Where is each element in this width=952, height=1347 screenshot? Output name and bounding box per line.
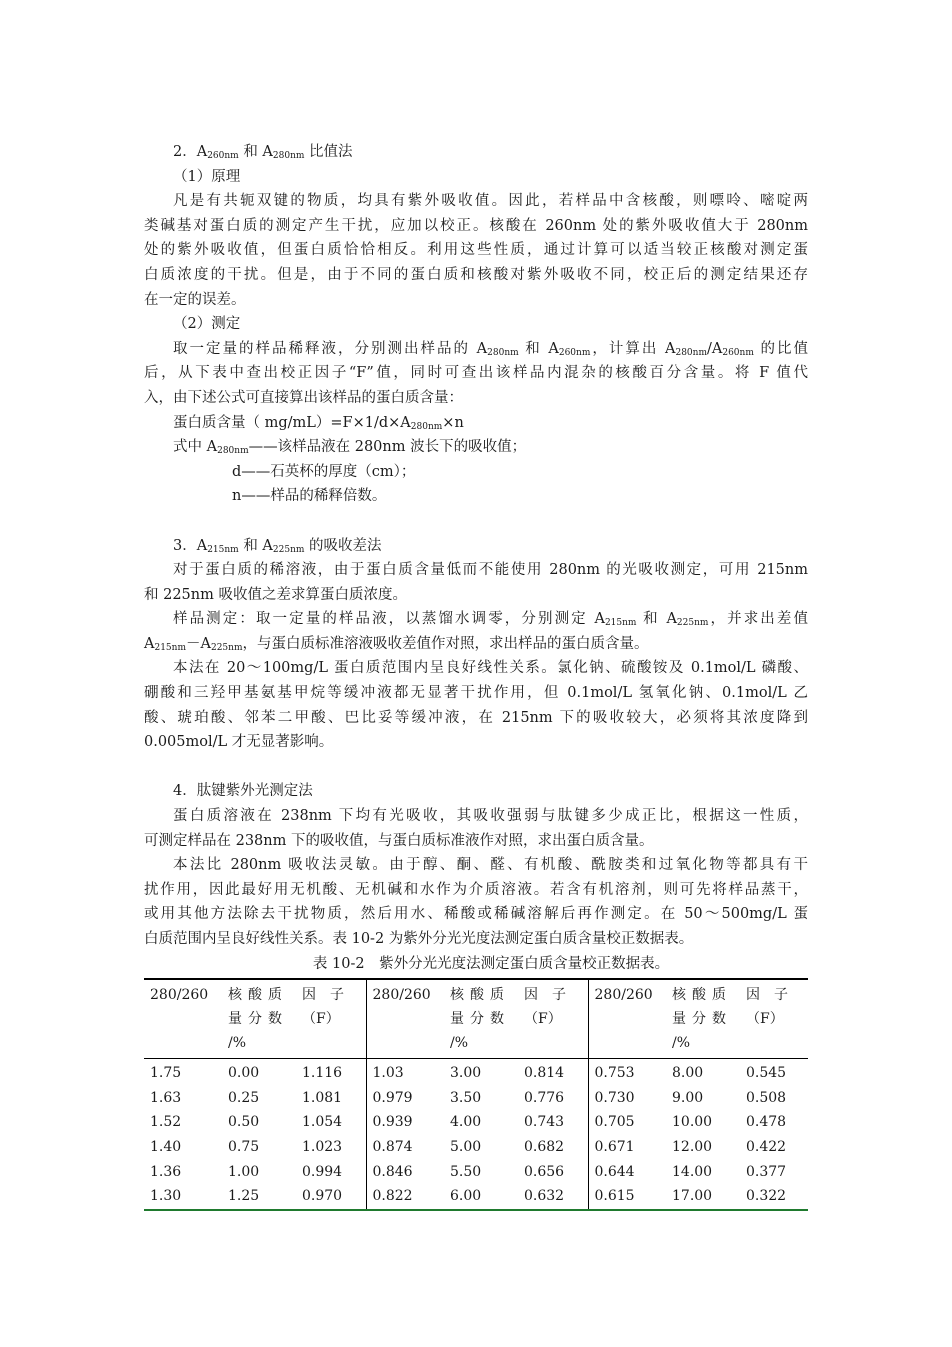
table-cell: 1.00: [228, 1163, 260, 1180]
table-cell: 1.081: [302, 1089, 343, 1106]
table-cell: 1.054: [302, 1114, 343, 1131]
table-cell: 0.422: [746, 1138, 787, 1155]
sec3-line-1: 对于蛋白质的稀溶液，由于蛋白质含量低而不能使用 280nm 的光吸收测定，可用 215nm: [173, 562, 808, 579]
sec4-line-4: 扰作用，因此最好用无机酸、无机碱和水作为介质溶液。若含有机溶剂，则可先将样品蒸干，: [144, 881, 808, 898]
table-cell: 0.814: [524, 1065, 565, 1082]
document-page: [144, 140, 808, 1211]
table-caption: 表 10-2 紫外分光光度法测定蛋白质含量校正数据表。: [312, 955, 670, 972]
table-cell: 0.979: [366, 1086, 444, 1111]
table-cell: 1.40: [150, 1138, 182, 1155]
table-cell: 14.00: [672, 1163, 713, 1180]
measurement-line-1: 取一定量的样品稀释液，分别测出样品的 $A_{280nm}$ 和 $A_{260nm}$，计算出 $A_{280nm}/A_{260nm}$ 的比值: [173, 340, 808, 358]
table-cell: 0.545: [746, 1065, 787, 1082]
table-cell: 17.00: [672, 1188, 713, 1205]
table-cell: 1.30: [150, 1188, 182, 1205]
formula-d-definition: d——石英杯的厚度（cm）；: [232, 463, 416, 480]
table-cell: 0.478: [746, 1114, 787, 1131]
sec4-line-5: 或用其他方法除去干扰物质，然后用水、稀酸或稀碱溶解后再作测定。在 50～500mg/L 蛋: [144, 906, 808, 923]
sec4-line-6: 白质范围内呈良好线性关系。表 10-2 为紫外分光光度法测定蛋白质含量校正数据表。: [144, 931, 694, 947]
header-ratio: 280/260: [366, 979, 444, 1059]
table-cell: 8.00: [672, 1065, 704, 1082]
table-cell: 0.50: [228, 1114, 260, 1131]
table-cell: 0.644: [588, 1160, 666, 1185]
header-nucleic-pct: 核酸质 量分数 /%: [666, 979, 740, 1059]
table-cell: 0.970: [302, 1188, 343, 1205]
table-cell: 0.753: [588, 1059, 666, 1086]
table-row: [144, 1184, 808, 1210]
table-cell: 0.75: [228, 1138, 260, 1155]
formula: 蛋白质含量（ $mg/mL)=F\times 1/d\times A_{280nm}\times n$: [173, 414, 464, 432]
header-factor: 因 子 （F）: [296, 979, 366, 1059]
measurement-line-3: 入，由下述公式可直接算出该样品的蛋白质含量：: [144, 389, 463, 406]
principle-label: （1）原理: [173, 168, 241, 185]
header-factor: 因 子 （F）: [740, 979, 808, 1059]
table-cell: 0.00: [228, 1065, 260, 1082]
sec4-line-3: 本法比 280nm 吸收法灵敏。由于醇、酮、醛、有机酸、酰胺类和过氧化物等都具有干: [173, 857, 808, 874]
table-row: [144, 1086, 808, 1111]
principle-line-5: 在一定的误差。: [144, 291, 246, 308]
measurement-label: （2）测定: [173, 316, 241, 333]
header-factor: 因 子 （F）: [518, 979, 588, 1059]
sec3-line-8: 0.005mol/L 才无显著影响。: [144, 734, 334, 751]
table-cell: 3.50: [450, 1089, 482, 1106]
header-nucleic-pct: 核酸质 量分数 /%: [222, 979, 296, 1059]
table-header-row: [144, 979, 808, 1059]
table-cell: 0.377: [746, 1163, 787, 1180]
measurement-line-2: 后，从下表中查出校正因子“F”值，同时可查出该样品内混杂的核酸百分含量。将 F 值代: [144, 365, 808, 382]
principle-line-4: 白质浓度的干扰。但是，由于不同的蛋白质和核酸对紫外吸收不同，校正后的测定结果还存: [144, 266, 808, 283]
table-cell: 0.656: [524, 1163, 565, 1180]
principle-line-3: 处的紫外吸收值，但蛋白质恰恰相反。利用这些性质，通过计算可以适当较正核酸对测定蛋: [144, 242, 808, 259]
table-cell: 12.00: [672, 1138, 713, 1155]
table-cell: 0.743: [524, 1114, 565, 1131]
correction-table: [144, 978, 808, 1211]
formula-where: 式中 $A_{280nm}——$该样品液在 280nm 波长下的吸收值；: [173, 439, 527, 457]
table-cell: 0.508: [746, 1089, 787, 1106]
table-cell: 0.994: [302, 1163, 343, 1180]
table-row: [144, 1135, 808, 1160]
table-cell: 0.846: [366, 1160, 444, 1185]
sec3-line-7: 酸、琥珀酸、邻苯二甲酸、巴比妥等缓冲液，在 215nm 下的吸收较大，必须将其浓度降到: [144, 709, 808, 726]
sec4-line-1: 蛋白质溶液在 238nm 下均有光吸收，其吸收强弱与肽键多少成正比，根据这一性质，: [173, 808, 808, 825]
table-cell: 9.00: [672, 1089, 704, 1106]
table-cell: 0.671: [588, 1135, 666, 1160]
principle-line-1: 凡是有共轭双键的物质，均具有紫外吸收值。因此，若样品中含核酸，则嘌呤、嘧啶两: [173, 193, 808, 210]
table-cell: 1.03: [366, 1059, 444, 1086]
table-cell: 6.00: [450, 1188, 482, 1205]
table-cell: 4.00: [450, 1114, 482, 1131]
table-cell: 1.52: [150, 1114, 182, 1131]
table-cell: 0.822: [366, 1184, 444, 1210]
principle-line-2: 类碱基对蛋白质的测定产生干扰，应加以校正。核酸在 260nm 处的紫外吸收值大于 280nm: [144, 217, 808, 234]
table-cell: 10.00: [672, 1114, 713, 1131]
table-cell: 1.023: [302, 1138, 343, 1155]
table-row: [144, 1110, 808, 1135]
table-cell: 0.615: [588, 1184, 666, 1210]
header-ratio: 280/260: [144, 979, 222, 1059]
sec3-line-6: 硼酸和三羟甲基氨基甲烷等缓冲液都无显著干扰作用，但 0.1mol/L 氢氧化钠、0.1mol/L 乙: [144, 685, 808, 702]
sec3-line-3: 样品测定：取一定量的样品液，以蒸馏水调零，分别测定 $A_{215nm}$ 和 $A_{225nm}$，并求出差值: [173, 611, 808, 629]
table-cell: 0.705: [588, 1110, 666, 1135]
table-row: [144, 1059, 808, 1086]
table-cell: 0.25: [228, 1089, 260, 1106]
table-cell: 1.116: [302, 1065, 343, 1082]
header-nucleic-pct: 核酸质 量分数 /%: [444, 979, 518, 1059]
table-cell: 5.50: [450, 1163, 482, 1180]
section-4-heading: 4．肽键紫外光测定法: [173, 783, 313, 800]
sec3-line-4: $A_{215nm}-A_{225nm}$，与蛋白质标准溶液吸收差值作对照，求出样品的蛋白质含量。: [144, 635, 649, 653]
table-cell: 0.682: [524, 1138, 565, 1155]
section-2-heading: 2．$A_{260nm}$ 和 $A_{280nm}$ 比值法: [173, 144, 353, 161]
table-cell: 1.75: [150, 1065, 182, 1082]
header-ratio: 280/260: [588, 979, 666, 1059]
table-row: [144, 1160, 808, 1185]
table-cell: 0.939: [366, 1110, 444, 1135]
sec3-line-2: 和 225nm 吸收值之差求算蛋白质浓度。: [144, 586, 407, 603]
section-3-heading: 3．$A_{215nm}$ 和 $A_{225nm}$ 的吸收差法: [173, 537, 382, 555]
table-cell: 0.874: [366, 1135, 444, 1160]
formula-n-definition: n——样品的稀释倍数。: [232, 488, 387, 505]
table-cell: 0.632: [524, 1188, 565, 1205]
sec3-line-5: 本法在 20～100mg/L 蛋白质范围内呈良好线性关系。氯化钠、硫酸铵及 0.1mol/L 磷酸、: [173, 660, 809, 677]
table-cell: 3.00: [450, 1065, 482, 1082]
table-cell: 0.776: [524, 1089, 565, 1106]
table-cell: 0.322: [746, 1188, 787, 1205]
table-cell: 0.730: [588, 1086, 666, 1111]
table-cell: 1.63: [150, 1089, 182, 1106]
table-cell: 1.36: [150, 1163, 182, 1180]
sec4-line-2: 可测定样品在 238nm 下的吸收值，与蛋白质标准液作对照，求出蛋白质含量。: [144, 832, 654, 849]
table-cell: 5.00: [450, 1138, 482, 1155]
table-cell: 1.25: [228, 1188, 260, 1205]
